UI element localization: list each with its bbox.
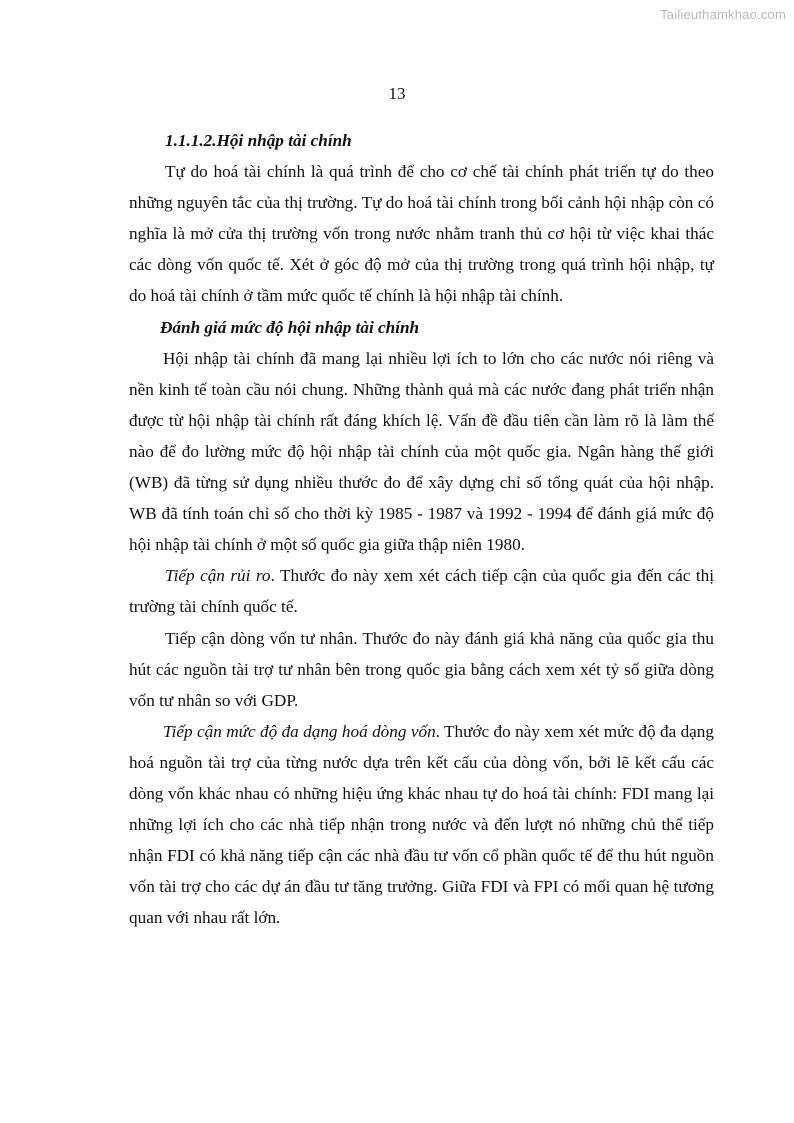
measure-paragraph-risk bbox=[129, 560, 714, 622]
measure-lead-diversification: Tiếp cận mức độ đa dạng hoá dòng vốn bbox=[163, 721, 436, 741]
measure-text-risk: . Thước đo này xem xét cách tiếp cận của quốc gia đến các thị trường tài chính quốc tế. bbox=[129, 566, 714, 617]
measure-text-diversification: . Thước đo này xem xét mức độ đa dạng hoá nguồn tài trợ của từng nước dựa trên kết cấu của dòng vốn, bởi lẽ kết cấu các dòng vốn khác nhau có những hiệu ứng khác nhau tự do hoá tài chính: FDI mang lại những lợi ích cho các nhà tiếp nhận trong nước và đến lượt nó những chủ thể tiếp nhận FDI có khả năng tiếp cận các nhà đầu tư vốn cổ phần quốc tế để thu hút nguồn vốn tài trợ cho các dự án đầu tư tăng trưởng. Giữa FDI và FPI có mối quan hệ tương quan với nhau rất lớn. bbox=[129, 721, 714, 928]
section-heading: 1.1.1.2.Hội nhập tài chính bbox=[165, 131, 352, 150]
document-body bbox=[129, 125, 714, 933]
page-number: 13 bbox=[388, 84, 406, 103]
intro-paragraph: Tự do hoá tài chính là quá trình để cho cơ chế tài chính phát triển tự do theo những nguyên tắc của thị trường. Tự do hoá tài chính trong bối cảnh hội nhập còn có nghĩa là mở cửa thị trường vốn trong nước nhằm tranh thủ cơ hội từ việc khai thác các dòng vốn quốc tế. Xét ở góc độ mở của thị trường trong quá trình hội nhập, tự do hoá tài chính ở tầm mức quốc tế chính là hội nhập tài chính. bbox=[129, 162, 714, 306]
measure-paragraph-private-capital: Tiếp cận dòng vốn tư nhân. Thước đo này đánh giá khả năng của quốc gia thu hút các nguồn tài trợ tư nhân bên trong quốc gia bằng cách xem xét tỷ số giữa dòng vốn tư nhân so với GDP. bbox=[129, 628, 714, 710]
subsection-paragraph: Hội nhập tài chính đã mang lại nhiều lợi ích to lớn cho các nước nói riêng và nền kinh tế toàn cầu nói chung. Những thành quả mà các nước đang phát triển nhận được từ hội nhập tài chính rất đáng khích lệ. Vấn đề đầu tiên cần làm rõ là làm thế nào để đo lường mức độ hội nhập tài chính của một quốc gia. Ngân hàng thế giới (WB) đã từng sử dụng nhiều thước đo để xây dựng chỉ số tổng quát của hội nhập. WB đã tính toán chỉ số cho thời kỳ 1985 - 1987 và 1992 - 1994 để đánh giá mức độ hội nhập tài chính ở một số quốc gia giữa thập niên 1980. bbox=[129, 348, 714, 555]
watermark: Tailieuthamkhao.com bbox=[660, 7, 786, 22]
measure-paragraph-diversification bbox=[129, 716, 714, 934]
measure-lead-risk: Tiếp cận rủi ro bbox=[165, 566, 271, 586]
subsection-heading: Đánh giá mức độ hội nhập tài chính bbox=[160, 317, 420, 337]
